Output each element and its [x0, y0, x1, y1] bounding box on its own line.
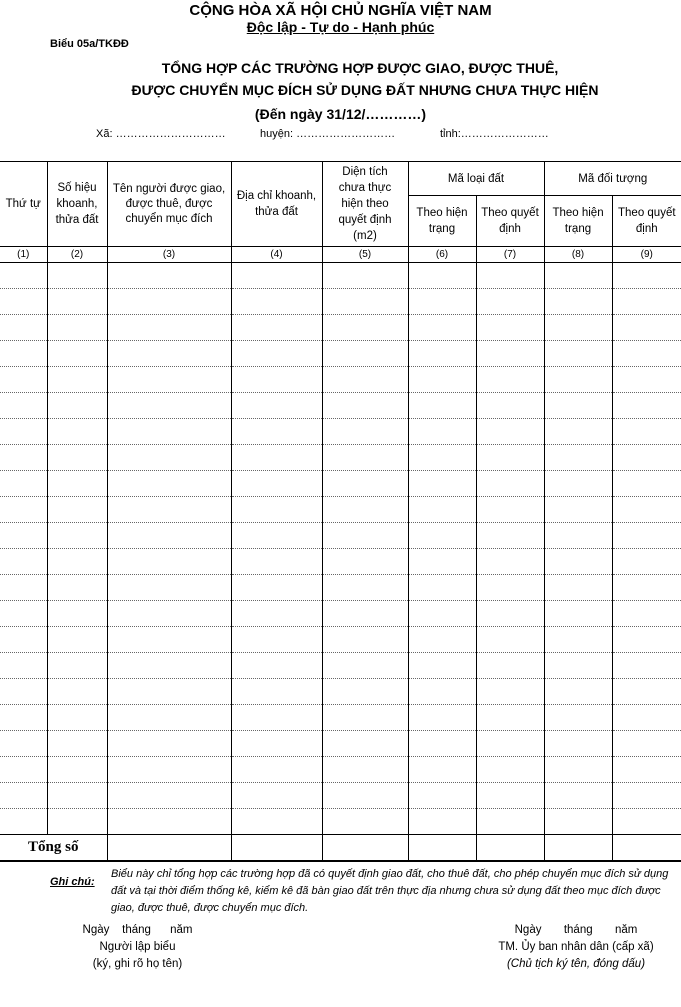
- table-cell[interactable]: [107, 731, 231, 757]
- table-row: [0, 627, 681, 653]
- table-cell[interactable]: [322, 809, 408, 835]
- table-cell[interactable]: [476, 679, 544, 705]
- table-row: [0, 419, 681, 445]
- table-cell[interactable]: [47, 653, 107, 679]
- table-cell[interactable]: [0, 653, 47, 679]
- table-row: [0, 497, 681, 523]
- header-recipient-name: Tên người được giao, được thuê, được chuyển mục đích: [107, 162, 231, 247]
- report-title-date: (Đến ngày 31/12/…………): [254, 106, 427, 122]
- table-cell[interactable]: [231, 679, 322, 705]
- note-label: Ghi chú:: [50, 876, 95, 888]
- total-cell[interactable]: [544, 835, 612, 862]
- table-row: [0, 289, 681, 315]
- table-cell[interactable]: [107, 679, 231, 705]
- table-cell[interactable]: [107, 367, 231, 393]
- country-heading: CỘNG HÒA XÃ HỘI CHỦ NGHĨA VIỆT NAM: [189, 2, 492, 19]
- table-row: [0, 549, 681, 575]
- table-cell[interactable]: [476, 419, 544, 445]
- table-cell[interactable]: [322, 367, 408, 393]
- table-cell[interactable]: [612, 523, 681, 549]
- table-cell[interactable]: [322, 705, 408, 731]
- table-row: [0, 601, 681, 627]
- table-cell[interactable]: [107, 549, 231, 575]
- table-cell[interactable]: [0, 445, 47, 471]
- table-cell[interactable]: [544, 263, 612, 289]
- table-cell[interactable]: [0, 497, 47, 523]
- table-cell[interactable]: [476, 471, 544, 497]
- table-cell[interactable]: [408, 809, 476, 835]
- table-cell[interactable]: [107, 783, 231, 809]
- table-cell[interactable]: [0, 757, 47, 783]
- table-cell[interactable]: [544, 705, 612, 731]
- table-cell[interactable]: [544, 445, 612, 471]
- table-cell[interactable]: [231, 263, 322, 289]
- table-row: [0, 575, 681, 601]
- table-cell[interactable]: [107, 445, 231, 471]
- province-field: tỉnh:……………………: [440, 128, 549, 140]
- table-cell[interactable]: [612, 679, 681, 705]
- table-cell[interactable]: [408, 263, 476, 289]
- table-cell[interactable]: [107, 315, 231, 341]
- table-cell[interactable]: [612, 393, 681, 419]
- table-cell[interactable]: [0, 705, 47, 731]
- table-cell[interactable]: [107, 653, 231, 679]
- table-cell[interactable]: [0, 419, 47, 445]
- table-cell[interactable]: [231, 575, 322, 601]
- table-cell[interactable]: [0, 471, 47, 497]
- table-cell[interactable]: [107, 497, 231, 523]
- committee-date: Ngày tháng năm: [514, 924, 638, 936]
- table-cell[interactable]: [0, 601, 47, 627]
- table-cell[interactable]: [476, 705, 544, 731]
- table-cell[interactable]: [47, 263, 107, 289]
- table-cell[interactable]: [322, 289, 408, 315]
- header-parcel-number: Số hiệu khoanh, thửa đất: [47, 162, 107, 247]
- table-cell[interactable]: [408, 627, 476, 653]
- table-cell[interactable]: [107, 471, 231, 497]
- table-cell[interactable]: [612, 575, 681, 601]
- table-cell[interactable]: [231, 601, 322, 627]
- table-cell[interactable]: [47, 497, 107, 523]
- table-cell[interactable]: [544, 367, 612, 393]
- table-cell[interactable]: [544, 471, 612, 497]
- preparer-role: Người lập biểu: [99, 941, 176, 953]
- table-cell[interactable]: [47, 757, 107, 783]
- table-cell[interactable]: [476, 549, 544, 575]
- table-cell[interactable]: [544, 809, 612, 835]
- table-cell[interactable]: [107, 393, 231, 419]
- header-land-decision: Theo quyết định: [476, 196, 544, 247]
- header-subject-code: Mã đối tượng: [544, 162, 681, 196]
- table-cell[interactable]: [47, 679, 107, 705]
- table-cell[interactable]: [231, 497, 322, 523]
- table-cell[interactable]: [544, 419, 612, 445]
- table-cell[interactable]: [322, 393, 408, 419]
- table-cell[interactable]: [0, 263, 47, 289]
- total-label: Tổng số: [0, 835, 107, 862]
- column-number: (5): [322, 247, 408, 263]
- table-row: [0, 679, 681, 705]
- table-cell[interactable]: [408, 601, 476, 627]
- table-cell[interactable]: [47, 731, 107, 757]
- table-cell[interactable]: [47, 419, 107, 445]
- table-cell[interactable]: [476, 445, 544, 471]
- table-cell[interactable]: [322, 341, 408, 367]
- table-cell[interactable]: [231, 653, 322, 679]
- table-cell[interactable]: [612, 341, 681, 367]
- table-cell[interactable]: [47, 783, 107, 809]
- table-cell[interactable]: [47, 393, 107, 419]
- table-cell[interactable]: [408, 445, 476, 471]
- table-cell[interactable]: [47, 341, 107, 367]
- table-cell[interactable]: [544, 575, 612, 601]
- table-cell[interactable]: [408, 419, 476, 445]
- table-cell[interactable]: [231, 549, 322, 575]
- table-cell[interactable]: [322, 263, 408, 289]
- header-subject-current: Theo hiện trạng: [544, 196, 612, 247]
- table-cell[interactable]: [408, 523, 476, 549]
- table-row: [0, 367, 681, 393]
- table-cell[interactable]: [107, 289, 231, 315]
- table-cell[interactable]: [544, 627, 612, 653]
- column-number: (8): [544, 247, 612, 263]
- table-row: [0, 445, 681, 471]
- table-cell[interactable]: [544, 341, 612, 367]
- table-cell[interactable]: [612, 705, 681, 731]
- table-cell[interactable]: [612, 367, 681, 393]
- table-cell[interactable]: [544, 549, 612, 575]
- table-cell[interactable]: [544, 731, 612, 757]
- table-cell[interactable]: [47, 809, 107, 835]
- table-cell[interactable]: [322, 783, 408, 809]
- column-number: (7): [476, 247, 544, 263]
- table-cell[interactable]: [612, 809, 681, 835]
- table-cell[interactable]: [47, 575, 107, 601]
- table-cell[interactable]: [544, 757, 612, 783]
- table-cell[interactable]: [0, 549, 47, 575]
- table-row: [0, 783, 681, 809]
- table-cell[interactable]: [107, 601, 231, 627]
- table-cell[interactable]: [47, 549, 107, 575]
- table-cell[interactable]: [408, 575, 476, 601]
- table-cell[interactable]: [408, 367, 476, 393]
- total-cell[interactable]: [476, 835, 544, 862]
- table-cell[interactable]: [476, 731, 544, 757]
- table-cell[interactable]: [231, 523, 322, 549]
- total-cell[interactable]: [231, 835, 322, 862]
- table-cell[interactable]: [408, 341, 476, 367]
- table-cell[interactable]: [612, 601, 681, 627]
- table-cell[interactable]: [322, 731, 408, 757]
- table-cell[interactable]: [0, 393, 47, 419]
- table-cell[interactable]: [612, 263, 681, 289]
- header-subject-decision: Theo quyết định: [612, 196, 681, 247]
- table-cell[interactable]: [408, 679, 476, 705]
- committee-role: TM. Ủy ban nhân dân (cấp xã): [498, 941, 654, 953]
- table-cell[interactable]: [476, 367, 544, 393]
- table-cell[interactable]: [476, 601, 544, 627]
- table-cell[interactable]: [107, 627, 231, 653]
- table-cell[interactable]: [0, 289, 47, 315]
- table-cell[interactable]: [322, 523, 408, 549]
- table-cell[interactable]: [231, 757, 322, 783]
- table-cell[interactable]: [231, 783, 322, 809]
- table-row: [0, 523, 681, 549]
- table-cell[interactable]: [476, 757, 544, 783]
- table-cell[interactable]: [408, 757, 476, 783]
- table-cell[interactable]: [107, 705, 231, 731]
- table-row: [0, 653, 681, 679]
- header-area: Diện tích chưa thực hiện theo quyết định (m2): [322, 162, 408, 247]
- table-cell[interactable]: [544, 497, 612, 523]
- form-code: Biểu 05a/TKĐĐ: [50, 38, 129, 50]
- preparer-signature-block: [60, 922, 215, 973]
- table-cell[interactable]: [0, 783, 47, 809]
- district-field: huyện: ………………………: [260, 128, 396, 140]
- table-cell[interactable]: [322, 757, 408, 783]
- table-cell[interactable]: [231, 289, 322, 315]
- statistics-table: [0, 161, 681, 862]
- table-cell[interactable]: [476, 523, 544, 549]
- table-cell[interactable]: [231, 471, 322, 497]
- motto-text: Độc lập - Tự do - Hạnh phúc: [246, 19, 435, 35]
- table-cell[interactable]: [107, 523, 231, 549]
- commune-field: Xã: …………………………: [96, 128, 226, 140]
- table-cell[interactable]: [231, 367, 322, 393]
- table-cell[interactable]: [544, 315, 612, 341]
- header-parcel-address: Địa chỉ khoanh, thửa đất: [231, 162, 322, 247]
- table-cell[interactable]: [47, 445, 107, 471]
- table-cell[interactable]: [612, 757, 681, 783]
- preparer-instruction: (ký, ghi rõ họ tên): [92, 958, 183, 970]
- table-cell[interactable]: [476, 809, 544, 835]
- table-cell[interactable]: [0, 367, 47, 393]
- table-cell[interactable]: [544, 601, 612, 627]
- column-number: (3): [107, 247, 231, 263]
- table-cell[interactable]: [47, 523, 107, 549]
- header-order: Thứ tự: [0, 162, 47, 247]
- table-cell[interactable]: [322, 653, 408, 679]
- table-row: [0, 705, 681, 731]
- table-cell[interactable]: [0, 731, 47, 757]
- table-cell[interactable]: [231, 705, 322, 731]
- table-cell[interactable]: [408, 289, 476, 315]
- table-cell[interactable]: [322, 419, 408, 445]
- table-cell[interactable]: [231, 731, 322, 757]
- column-number: (1): [0, 247, 47, 263]
- table-cell[interactable]: [47, 705, 107, 731]
- table-cell[interactable]: [0, 627, 47, 653]
- table-row: [0, 757, 681, 783]
- table-row: [0, 393, 681, 419]
- table-row: [0, 315, 681, 341]
- table-cell[interactable]: [47, 471, 107, 497]
- table-cell[interactable]: [544, 679, 612, 705]
- table-row: [0, 731, 681, 757]
- total-cell[interactable]: [322, 835, 408, 862]
- table-cell[interactable]: [408, 705, 476, 731]
- table-cell[interactable]: [612, 549, 681, 575]
- table-cell[interactable]: [476, 627, 544, 653]
- report-title-line1: TỔNG HỢP CÁC TRƯỜNG HỢP ĐƯỢC GIAO, ĐƯỢC THUÊ,: [161, 60, 559, 76]
- table-cell[interactable]: [322, 497, 408, 523]
- table-cell[interactable]: [612, 497, 681, 523]
- table-cell[interactable]: [612, 783, 681, 809]
- total-cell[interactable]: [107, 835, 231, 862]
- table-cell[interactable]: [107, 809, 231, 835]
- table-cell[interactable]: [612, 471, 681, 497]
- table-row: [0, 809, 681, 835]
- table-cell[interactable]: [476, 653, 544, 679]
- table-cell[interactable]: [322, 549, 408, 575]
- table-row: [0, 263, 681, 289]
- report-title-line2: ĐƯỢC CHUYỂN MỤC ĐÍCH SỬ DỤNG ĐẤT NHƯNG CHƯA THỰC HIỆN: [131, 82, 599, 98]
- table-cell[interactable]: [0, 341, 47, 367]
- table-cell[interactable]: [231, 419, 322, 445]
- table-cell[interactable]: [322, 471, 408, 497]
- column-number: (2): [47, 247, 107, 263]
- table-cell[interactable]: [0, 523, 47, 549]
- table-cell[interactable]: [408, 653, 476, 679]
- table-cell[interactable]: [47, 315, 107, 341]
- table-cell[interactable]: [408, 315, 476, 341]
- table-row: [0, 341, 681, 367]
- table-cell[interactable]: [322, 575, 408, 601]
- total-cell[interactable]: [612, 835, 681, 862]
- preparer-date: Ngày tháng năm: [82, 924, 193, 936]
- table-cell[interactable]: [476, 289, 544, 315]
- table-cell[interactable]: [107, 419, 231, 445]
- column-number: (4): [231, 247, 322, 263]
- table-cell[interactable]: [476, 783, 544, 809]
- table-cell[interactable]: [408, 783, 476, 809]
- header-land-current: Theo hiện trạng: [408, 196, 476, 247]
- table-cell[interactable]: [544, 393, 612, 419]
- header-land-type-code: Mã loại đất: [408, 162, 544, 196]
- table-cell[interactable]: [107, 263, 231, 289]
- table-cell[interactable]: [231, 315, 322, 341]
- table-cell[interactable]: [476, 497, 544, 523]
- table-cell[interactable]: [612, 315, 681, 341]
- table-cell[interactable]: [408, 393, 476, 419]
- table-cell[interactable]: [476, 575, 544, 601]
- table-cell[interactable]: [231, 341, 322, 367]
- table-cell[interactable]: [231, 393, 322, 419]
- table-cell[interactable]: [408, 497, 476, 523]
- table-cell[interactable]: [231, 809, 322, 835]
- table-cell[interactable]: [0, 679, 47, 705]
- table-cell[interactable]: [322, 601, 408, 627]
- table-cell[interactable]: [612, 653, 681, 679]
- table-cell[interactable]: [544, 523, 612, 549]
- table-cell[interactable]: [322, 315, 408, 341]
- table-cell[interactable]: [0, 575, 47, 601]
- table-row: [0, 471, 681, 497]
- committee-signature-block: [476, 922, 676, 973]
- table-cell[interactable]: [408, 471, 476, 497]
- table-cell[interactable]: [612, 445, 681, 471]
- table-cell[interactable]: [612, 289, 681, 315]
- table-cell[interactable]: [47, 601, 107, 627]
- table-cell[interactable]: [322, 679, 408, 705]
- total-cell[interactable]: [408, 835, 476, 862]
- table-cell[interactable]: [476, 393, 544, 419]
- table-cell[interactable]: [47, 289, 107, 315]
- table-cell[interactable]: [476, 263, 544, 289]
- table-cell[interactable]: [408, 731, 476, 757]
- motto-heading: [0, 19, 681, 35]
- table-cell[interactable]: [322, 445, 408, 471]
- committee-instruction: (Chủ tịch ký tên, đóng dấu): [506, 958, 646, 970]
- table-cell[interactable]: [0, 809, 47, 835]
- table-cell[interactable]: [476, 341, 544, 367]
- column-number: (6): [408, 247, 476, 263]
- table-cell[interactable]: [0, 315, 47, 341]
- table-cell[interactable]: [47, 627, 107, 653]
- table-cell[interactable]: [476, 315, 544, 341]
- table-cell[interactable]: [544, 783, 612, 809]
- table-cell[interactable]: [408, 549, 476, 575]
- table-cell[interactable]: [231, 627, 322, 653]
- table-cell[interactable]: [544, 289, 612, 315]
- table-cell[interactable]: [107, 341, 231, 367]
- table-cell[interactable]: [612, 627, 681, 653]
- table-cell[interactable]: [544, 653, 612, 679]
- table-cell[interactable]: [47, 367, 107, 393]
- table-cell[interactable]: [322, 627, 408, 653]
- table-cell[interactable]: [231, 445, 322, 471]
- table-cell[interactable]: [612, 731, 681, 757]
- table-cell[interactable]: [107, 757, 231, 783]
- column-number: (9): [612, 247, 681, 263]
- note-text: Biểu này chỉ tổng hợp các trường hợp đã có quyết định giao đất, cho thuê đất, cho phép chuyển mục đích sử dụng đất và tại thời điểm thống kê, kiểm kê đã bàn giao đất trên thực địa nhưng chưa sử dụng đất theo mục đích được giao, được thuê, được chuyển mục đích.: [111, 868, 669, 914]
- table-cell[interactable]: [612, 419, 681, 445]
- table-cell[interactable]: [107, 575, 231, 601]
